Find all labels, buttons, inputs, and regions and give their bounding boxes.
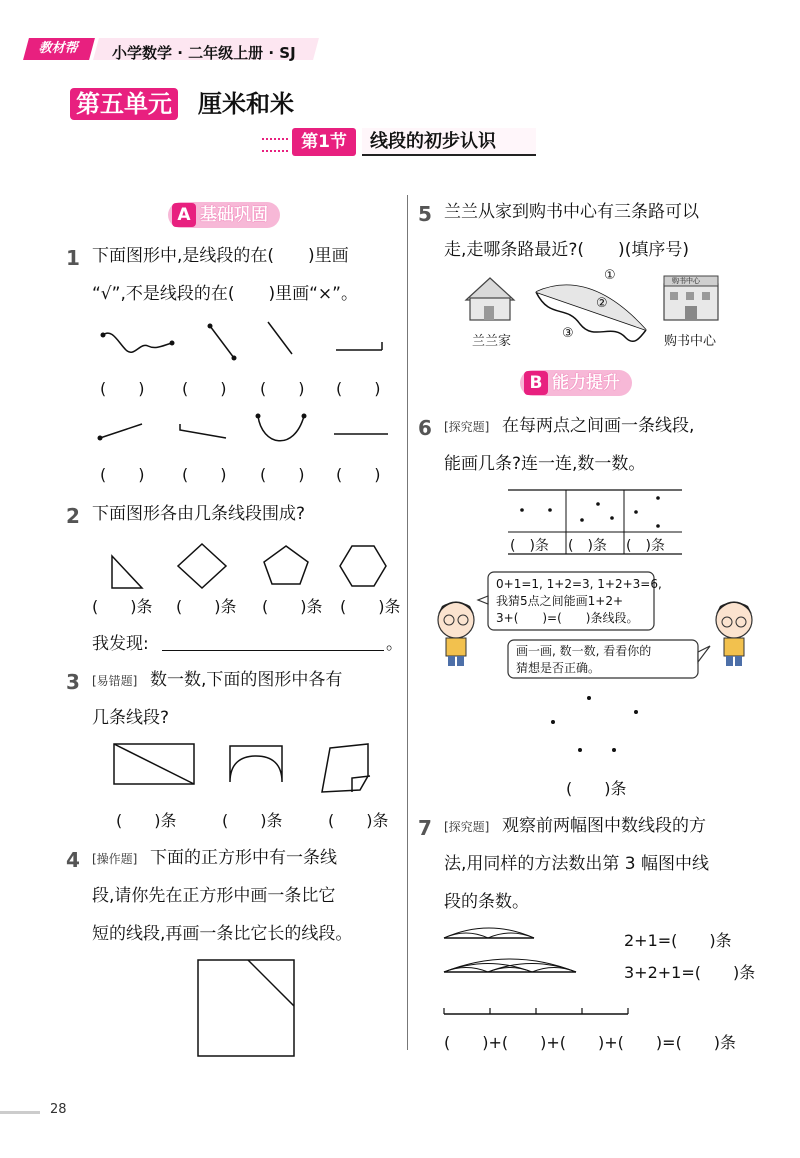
q1-blank-8[interactable]: ( ) xyxy=(336,465,381,484)
q6-number: 6 xyxy=(418,416,432,440)
q3-blank-1[interactable]: ( )条 xyxy=(116,811,177,830)
q6-line1: 在每两点之间画一条线段, xyxy=(502,416,695,436)
q6-bubble-1-line-1: 0+1=1, 1+2=3, 1+2+3=6, xyxy=(496,577,662,591)
q6-bubble-1-line-3: 3+( )=( )条线段。 xyxy=(496,611,639,625)
q6-tag: [探究题] xyxy=(444,420,490,434)
unit-title: 厘米和米 xyxy=(198,90,294,118)
q4-line1: 下面的正方形中有一条线 xyxy=(150,848,337,868)
q2-blank-2[interactable]: ( )条 xyxy=(176,597,237,616)
q2-number: 2 xyxy=(66,504,80,528)
q2-text: 下面图形各由几条线段围成? xyxy=(92,504,306,524)
q7-eq2[interactable]: 3+2+1=( )条 xyxy=(624,963,756,982)
section-title: 线段的初步认识 xyxy=(362,128,536,156)
part-b-title: 能力提升 xyxy=(552,373,620,393)
q1-blank-1[interactable]: ( ) xyxy=(100,379,145,398)
q1-blank-6[interactable]: ( ) xyxy=(182,465,227,484)
q5-route-1: ① xyxy=(604,268,616,283)
q5-route-3: ③ xyxy=(562,326,574,341)
unit-label: 第五单元 xyxy=(70,88,178,120)
q3-number: 3 xyxy=(66,670,80,694)
q5-route-2: ② xyxy=(596,296,608,311)
q7-line3: 段的条数。 xyxy=(444,892,529,912)
q6-bubble-2-line-1: 画一画, 数一数, 看看你的 xyxy=(516,644,652,658)
q1-blank-3[interactable]: ( ) xyxy=(260,379,305,398)
q6-line2: 能画几条?连一连,数一数。 xyxy=(444,454,646,474)
q6-bubble-1-line-2: 我猜5点之间能画1+2+ xyxy=(496,594,624,608)
q6-table-blank-2[interactable]: ( )条 xyxy=(568,538,607,554)
q6-answer-blank[interactable]: ( )条 xyxy=(566,779,627,798)
q1-blank-5[interactable]: ( ) xyxy=(100,465,145,484)
part-a-letter: A xyxy=(172,203,196,227)
q5-home-label: 兰兰家 xyxy=(472,334,512,349)
q3-blank-3[interactable]: ( )条 xyxy=(328,811,389,830)
q2-blank-3[interactable]: ( )条 xyxy=(262,597,323,616)
q5-building-sign: 购书中心 xyxy=(672,277,700,285)
page-number: 28 xyxy=(50,1102,67,1117)
q1-line1: 下面图形中,是线段的在( )里画 xyxy=(92,246,349,266)
part-a-title: 基础巩固 xyxy=(200,205,268,225)
q6-bubble-2-line-2: 猜想是否正确。 xyxy=(516,661,601,675)
q1-blank-2[interactable]: ( ) xyxy=(182,379,227,398)
q1-line2: “√”,不是线段的在( )里画“×”。 xyxy=(92,284,358,304)
q1-number: 1 xyxy=(66,246,80,270)
q2-discover-end: 。 xyxy=(386,634,403,654)
q2-blank-4[interactable]: ( )条 xyxy=(340,597,401,616)
q3-line1: 数一数,下面的图形中各有 xyxy=(150,670,343,690)
q3-line2: 几条线段? xyxy=(92,708,170,728)
q6-table-blank-3[interactable]: ( )条 xyxy=(626,538,665,554)
q2-blank-1[interactable]: ( )条 xyxy=(92,597,153,616)
q7-line2: 法,用同样的方法数出第 3 幅图中线 xyxy=(444,854,710,874)
footer-bar xyxy=(0,1111,40,1114)
q4-tag: [操作题] xyxy=(92,852,138,866)
q4-number: 4 xyxy=(66,848,80,872)
q5-center-label: 购书中心 xyxy=(664,334,717,349)
q1-blank-4[interactable]: ( ) xyxy=(336,379,381,398)
q7-eq3[interactable]: ( )+( )+( )+( )=( )条 xyxy=(444,1033,737,1052)
q2-discover-label: 我发现: xyxy=(92,634,149,654)
q5-line1: 兰兰从家到购书中心有三条路可以 xyxy=(444,202,699,222)
part-b-letter: B xyxy=(524,371,548,395)
q1-blank-7[interactable]: ( ) xyxy=(260,465,305,484)
q7-line1: 观察前两幅图中数线段的方 xyxy=(502,816,706,836)
book-title: 小学数学 · 二年级上册 · SJ xyxy=(112,44,296,62)
q6-table-blank-1[interactable]: ( )条 xyxy=(510,538,549,554)
q7-eq1[interactable]: 2+1=( )条 xyxy=(624,931,732,950)
q5-line2: 走,走哪条路最近?( )(填序号) xyxy=(444,240,689,260)
q5-number: 5 xyxy=(418,202,432,226)
q3-blank-2[interactable]: ( )条 xyxy=(222,811,283,830)
q3-tag: [易错题] xyxy=(92,674,138,688)
header-tag: 教材帮 xyxy=(23,38,95,60)
q7-number: 7 xyxy=(418,816,432,840)
q4-line3: 短的线段,再画一条比它长的线段。 xyxy=(92,924,353,944)
q7-tag: [探究题] xyxy=(444,820,490,834)
section-label: 第1节 xyxy=(292,128,356,156)
q4-line2: 段,请你先在正方形中画一条比它 xyxy=(92,886,336,906)
